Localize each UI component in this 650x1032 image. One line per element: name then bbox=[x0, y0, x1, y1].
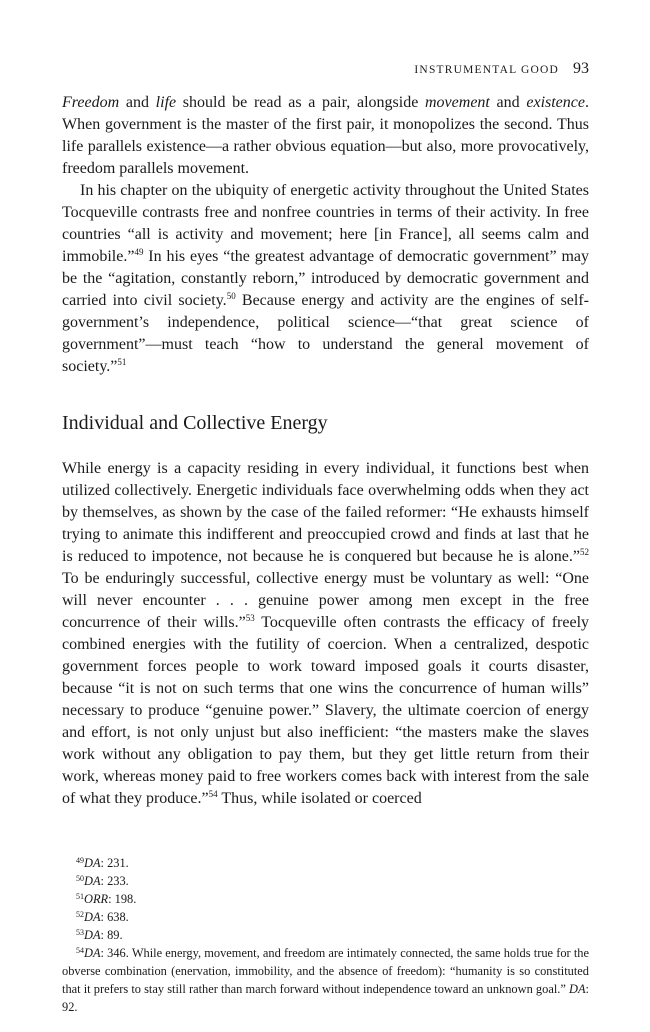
paragraph-2 bbox=[62, 180, 589, 378]
p1-italic-movement: movement bbox=[425, 94, 490, 111]
p1-text-3: and bbox=[489, 94, 527, 111]
footnote-53 bbox=[62, 926, 589, 944]
p2-text-3: Because energy and activity are the engines of self-government’s independence, political science—“that great science of government”—must teach “how to understand the general movement of society.” bbox=[62, 292, 590, 375]
paragraph-3 bbox=[62, 458, 589, 810]
footnote-ref-53[interactable]: 53 bbox=[245, 613, 255, 623]
p1-text-1: and bbox=[119, 94, 156, 111]
p1-text-4: . When government is the master of the first pair, it monopolizes the second. Thus life parallels existence—a rather obvious equation—but also, more provocatively, freedom parallels movement. bbox=[62, 94, 589, 177]
footnote-text: : 233. bbox=[100, 874, 129, 888]
footnote-source: DA bbox=[84, 874, 101, 888]
p3-text-2: To be enduringly successful, collective energy must be voluntary as well: “One will never encounter . . . genuine power among men except in the free concurrence of their wills.” bbox=[62, 570, 589, 631]
p2-text-2: In his eyes “the greatest advantage of democratic government” may be the “agitation, constantly reborn,” introduced by democratic government and carried into civil society. bbox=[62, 248, 589, 309]
footnote-52 bbox=[62, 908, 589, 926]
footnote-49 bbox=[62, 854, 589, 872]
footnote-text: : 346. While energy, movement, and freedom are intimately connected, the same holds true for the obverse combination (enervation, immobility, and the absence of freedom): “humanity is so constituted that it prefers to stay still rather than march forward without independence toward an unknown goal.” bbox=[62, 946, 589, 996]
paragraph-1 bbox=[62, 92, 589, 180]
footnote-source: ORR bbox=[84, 892, 109, 906]
p1-italic-freedom: Freedom bbox=[62, 94, 120, 111]
footnote-text: : 198. bbox=[108, 892, 137, 906]
running-head-title: INSTRUMENTAL GOOD bbox=[414, 64, 559, 76]
footnote-number: 52 bbox=[76, 910, 84, 919]
footnote-50 bbox=[62, 872, 589, 890]
footnote-54 bbox=[62, 944, 589, 1016]
footnote-text: : 231. bbox=[100, 856, 129, 870]
footnote-text: : 89. bbox=[100, 928, 123, 942]
footnote-text-2: : 92. bbox=[62, 982, 589, 1014]
footnote-number: 51 bbox=[76, 892, 84, 901]
footnote-ref-52[interactable]: 52 bbox=[580, 547, 589, 557]
footnote-ref-49[interactable]: 49 bbox=[134, 247, 144, 257]
page-number: 93 bbox=[573, 60, 589, 77]
footnote-number: 50 bbox=[76, 874, 84, 883]
footnote-number: 54 bbox=[76, 946, 84, 955]
footnote-source: DA bbox=[84, 928, 101, 942]
footnotes bbox=[62, 854, 589, 1016]
footnote-text: : 638. bbox=[100, 910, 129, 924]
footnote-number: 53 bbox=[76, 928, 84, 937]
footnote-source: DA bbox=[84, 856, 101, 870]
p2-text-1: In his chapter on the ubiquity of energetic activity throughout the United States Tocqueville contrasts free and nonfree countries in terms of their activity. In free countries “all is activity and movement; here [in France], all seems calm and immobile.” bbox=[62, 182, 589, 265]
footnote-source-2: DA bbox=[569, 982, 586, 996]
section-heading: Individual and Collective Energy bbox=[62, 412, 328, 434]
p3-text-1: While energy is a capacity residing in every individual, it functions best when utilized collectively. Energetic individuals face overwhelming odds when they act by themselves, as shown by the case of the failed reformer: “He exhausts himself trying to animate this indifferent and preoccupied crowd and finds at last that he is reduced to impotence, not because he is conquered but because he is alone.” bbox=[62, 460, 589, 565]
p1-italic-existence: existence bbox=[526, 94, 585, 111]
p1-italic-life: life bbox=[155, 94, 177, 111]
footnote-51 bbox=[62, 890, 589, 908]
footnote-source: DA bbox=[84, 910, 101, 924]
footnote-ref-54[interactable]: 54 bbox=[208, 789, 218, 799]
p3-text-4: Thus, while isolated or coerced bbox=[217, 790, 422, 807]
footnote-ref-50[interactable]: 50 bbox=[226, 291, 236, 301]
body-text bbox=[62, 92, 589, 810]
p1-text-2: should be read as a pair, alongside bbox=[176, 94, 425, 111]
p3-text-3: Tocqueville often contrasts the efficacy of freely combined energies with the futility of coercion. When a centralized, despotic government forces people to work toward imposed goals it courts disaster, because “it is not on such terms that one wins the concurrence of human wills” necessary to produce “genuine power.” Slavery, the ultimate coercion of energy and effort, is not only unjust but also inefficient: “the masters make the slaves work without any obligation to pay them, but they get little return from their work, whereas money paid to free workers comes back with interest from the sale of what they produce.” bbox=[62, 614, 590, 807]
footnote-source: DA bbox=[84, 946, 101, 960]
footnote-ref-51[interactable]: 51 bbox=[117, 357, 127, 367]
footnote-number: 49 bbox=[76, 856, 84, 865]
running-head bbox=[414, 60, 589, 78]
